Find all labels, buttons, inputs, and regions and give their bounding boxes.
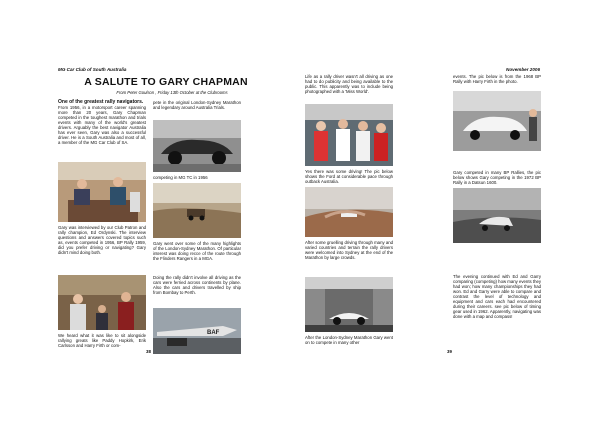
date-header: November 2006 xyxy=(506,67,540,72)
ferry-plane-photo xyxy=(153,308,241,354)
col2-para1: events. The pic below is from the 1968 BP Rally with Harry Firth in the photo. xyxy=(453,74,541,84)
col1-caption3: We heard what it was like to sit alongside rallying greats like Paddy Hopkirk, Erik Carlsson and Harry Firth or com- xyxy=(58,333,146,348)
col1-caption2: Gary was interviewed by our Club Patron and rally champion, Ed Ordynski. The interview questions and answers covered topics such as, events competed in 1956, BP Rally 1959, did you prefer driving or navigating? Gary didn't mind doing both. xyxy=(58,225,146,255)
page-number-left: 38 xyxy=(146,349,151,354)
col2-para1: pete in the original London-Sydney Marathon and legendary around Australia Trials. xyxy=(153,100,241,110)
clubroom-photo xyxy=(58,275,146,330)
svg-text:BAF: BAF xyxy=(207,330,220,336)
page-number-right: 39 xyxy=(447,349,452,354)
col1-caption3: After the London-Sydney Marathon Gary went on to compete in many other xyxy=(305,335,393,345)
miss-world-photo xyxy=(305,104,393,166)
article-title: A SALUTE TO GARY CHAPMAN xyxy=(84,76,248,88)
datsun-1600-photo xyxy=(453,188,541,243)
byline: From Peter Goulson , Friday 13th October at the Clubrooms xyxy=(116,90,228,95)
club-header: MG Car Club of South Australia xyxy=(58,67,127,72)
outback-ford-photo xyxy=(305,187,393,237)
col2-para3: Doing the rally didn't involve all driving as the cars were ferried across continents by plane. Also the cars and drivers travelled by ship from Bombay to Perth. xyxy=(153,275,241,295)
outback-mga-photo xyxy=(153,183,241,238)
mg-tc-photo xyxy=(153,120,241,172)
lead-heading: One of the greatest rally navigators. xyxy=(58,99,144,105)
col2-para2: The evening continued with Ed and Garry comparing (competing) how many events they had won; how many championships they had won. Ed and Garry were able to compare and contrast the level of technology and equipment and cars each had encountered during their careers. see pic below of timing gear used in 1962. Apparently, navigating was done with a map and compass! xyxy=(453,274,541,319)
col2-para2: Gary went over some of the many highlights of the London-Sydney Marathon. Of particular interest was doing recce of the route through the Flinders Rangers in a MGA. xyxy=(153,241,241,261)
col2-caption1: Gary competed in many BP Rallies, the pic below shows Gary competing in the 1972 BP Rally in a Datsun 1600. xyxy=(453,170,541,185)
col2-caption1: competing in MG TC in 1956 xyxy=(153,175,208,180)
col1-para1: Life as a rally driver wasn't all driving as one had to do publicity and being available to the public. This apparently was to include being photographed with a 'Miss World'. xyxy=(305,74,393,94)
sydney-crowds-photo xyxy=(305,277,393,332)
col1-para1: From 1956, in a motorsport career spanning more than 20 years, Gary Chapman competed in the toughest marathon and trials events with many of the world's greatest drivers. Arguably the best navigator Australia has ever seen, Gary was also a successful driver. He is a South Australia and most of all, a member of the MG Car Club of SA. xyxy=(58,105,146,145)
bp-rally-1968-photo xyxy=(453,91,541,151)
col1-caption1: Yes there was some driving! The pic below shows the Ford at considerable pace through outback Australia. xyxy=(305,169,393,184)
left-page xyxy=(52,62,298,362)
interview-photo xyxy=(58,162,146,222)
col1-caption2: After some gruelling driving through many and varied countries and terrain the rally drivers were welcomed into Sydney at the end of the Marathon by large crowds. xyxy=(305,240,393,260)
right-page xyxy=(300,62,546,362)
